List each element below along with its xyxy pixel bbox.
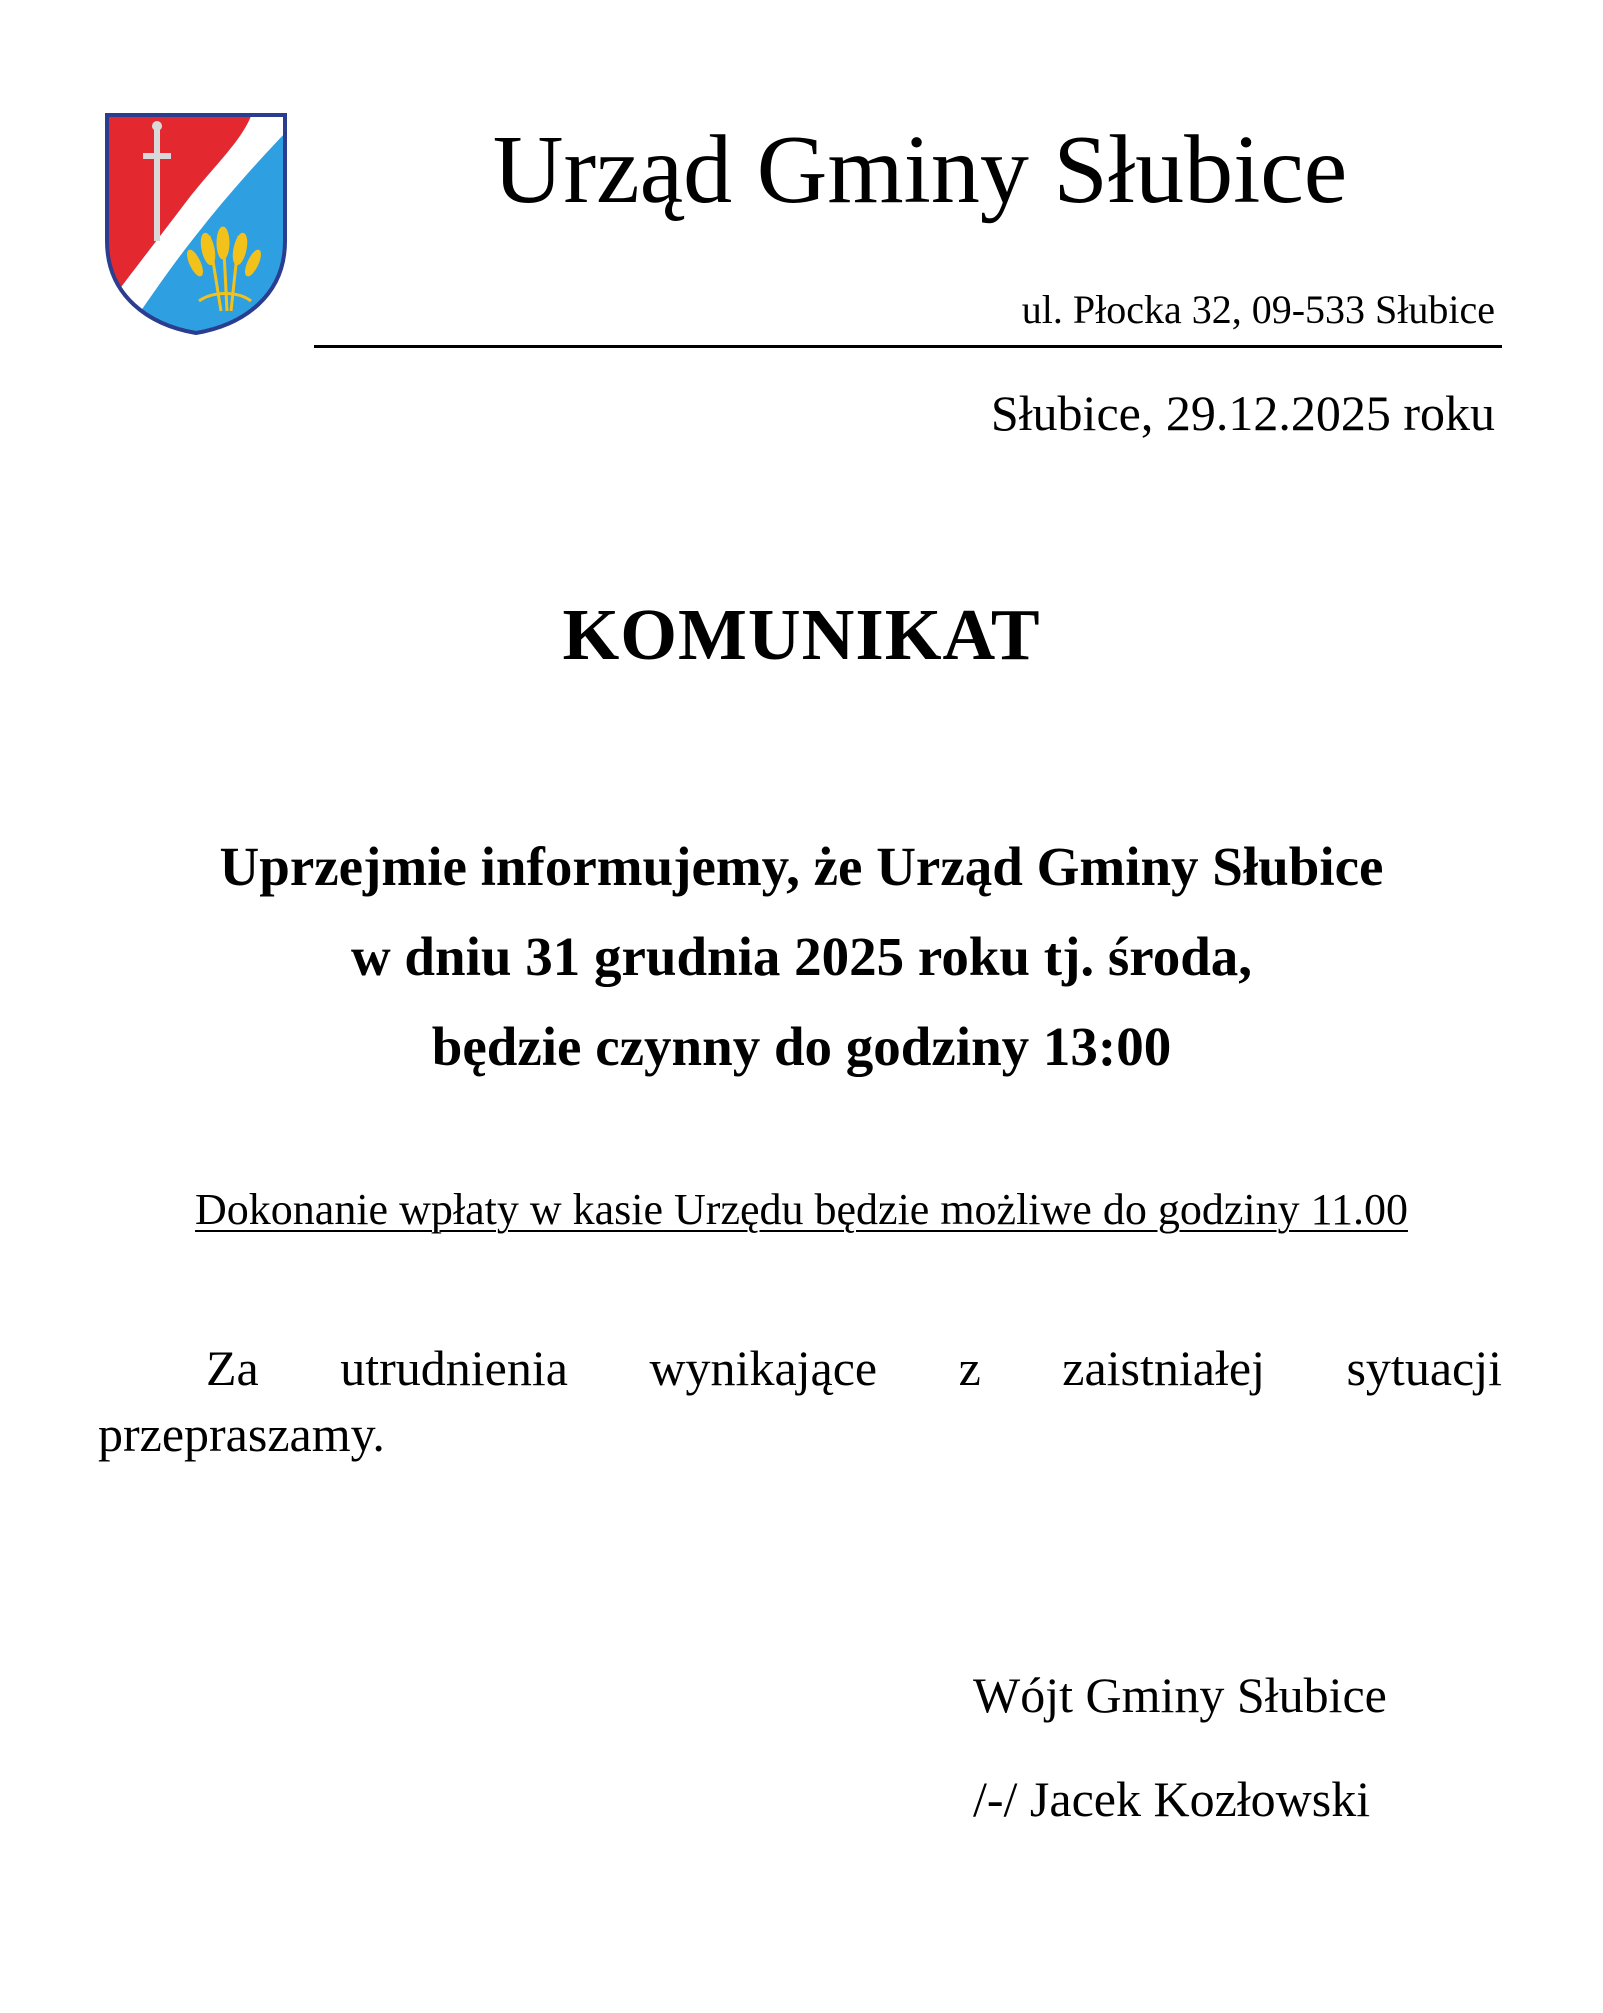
payment-note: Dokonanie wpłaty w kasie Urzędu będzie możliwe do godziny 11.00 [195,1185,1408,1234]
notice-lead [0,822,1603,1092]
header-divider [314,345,1502,348]
lead-line: w dniu 31 grudnia 2025 roku tj. środa, [350,926,1253,987]
office-address: ul. Płocka 32, 09-533 Słubice [1021,287,1495,332]
document-title: KOMUNIKAT [562,594,1041,675]
apology-text-line1: Za utrudnienia wynikające z zaistniałej sytuacji [206,1340,1502,1396]
document-date: Słubice, 29.12.2025 roku [990,385,1495,441]
office-name: Urząd Gminy Słubice [492,116,1348,224]
lead-line: Uprzejmie informujemy, że Urząd Gminy Słubice [219,836,1384,897]
signatory-role: Wójt Gminy Słubice [973,1667,1387,1723]
signature-block [973,1665,1387,1873]
apology-paragraph [98,1335,1502,1467]
coat-of-arms-icon [103,111,289,337]
apology-text-line2: przepraszamy. [98,1406,385,1462]
apology-first-line [98,1335,1502,1401]
signatory-name: /-/ Jacek Kozłowski [973,1771,1371,1827]
lead-line: będzie czynny do godziny 13:00 [431,1016,1172,1077]
